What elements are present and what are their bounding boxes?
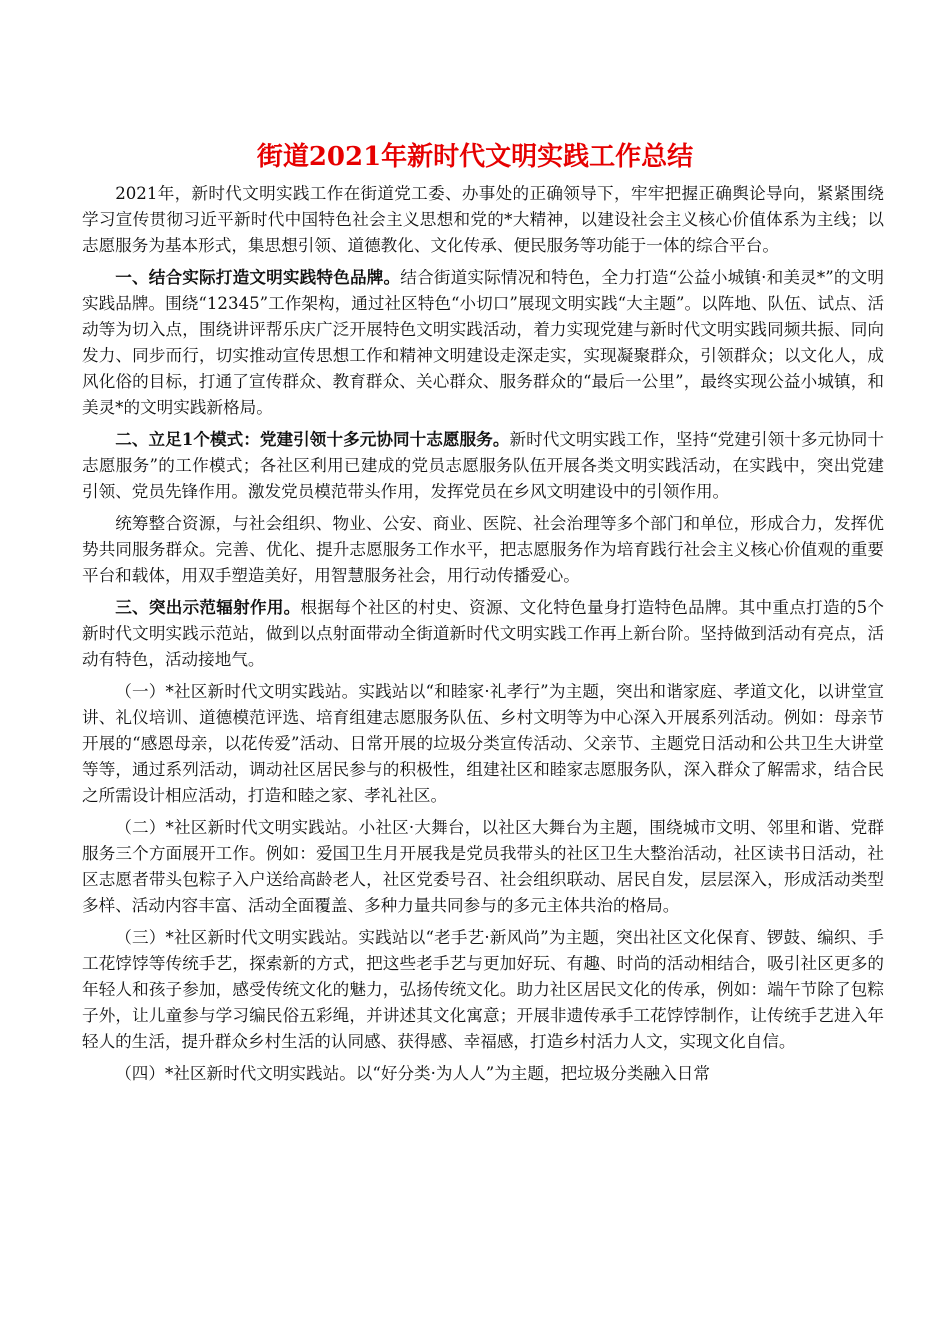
paragraph-station-1: [82, 678, 884, 809]
paragraph-station-4: [82, 1060, 884, 1087]
paragraph-text: （二）*社区新时代文明实践站。小社区·大舞台，以社区大舞台为主题，围绕城市文明、邻里和谐、党群服务三个方面展开工作。例如：爱国卫生月开展我是党员我带头的社区卫生大整治活动，社区读书日活动，社区志愿者带头包粽子入户送给高龄老人，社区党委号召、社会组织联动、居民自发，层层深入，形成活动类型多样、活动内容丰富、活动全面覆盖、多种力量共同参与的多元主体共治的格局。: [82, 818, 884, 915]
paragraph-text: （三）*社区新时代文明实践站。实践站以“老手艺·新风尚”为主题，突出社区文化保育、锣鼓、编织、手工花饽饽等传统手艺，探索新的方式，把这些老手艺与更加好玩、有趣、时尚的活动相结合，吸引社区更多的年轻人和孩子参加，感受传统文化的魅力，弘扬传统文化。助力社区居民文化的传承，例如：端午节除了包粽子外，让儿童参与学习编民俗五彩绳，并讲述其文化寓意；开展非遗传承手工花饽饽制作，让传统手艺进入年轻人的生活，提升群众乡村生活的认同感、获得感、幸福感，打造乡村活力人文，实现文化自信。: [82, 928, 884, 1051]
paragraph-section-1: [82, 264, 884, 421]
document-body: [82, 180, 884, 1092]
paragraph-text: 新时代文明实践工作，坚持“党建引领十多元协同十志愿服务”的工作模式；各社区利用已建成的党员志愿服务队伍开展各类文明实践活动，在实践中，突出党建引领、党员先锋作用。激发党员模范带头作用，发挥党员在乡风文明建设中的引领作用。: [82, 430, 884, 501]
paragraph-text: 根据每个社区的村史、资源、文化特色量身打造特色品牌。其中重点打造的5个新时代文明实践示范站，做到以点射面带动全街道新时代文明实践工作再上新台阶。坚持做到活动有亮点，活动有特色，活动接地气。: [82, 598, 885, 669]
paragraph-intro: [82, 180, 884, 259]
paragraph-text: （四）*社区新时代文明实践站。以“好分类·为人人”为主题，把垃圾分类融入日常: [115, 1064, 710, 1083]
paragraph-text: 结合街道实际情况和特色，全力打造“公益小城镇·和美灵*”的文明实践品牌。围绕“12345”工作架构，通过社区特色“小切口”展现文明实践“大主题”。以阵地、队伍、试点、活动等为切入点，围绕讲评帮乐庆广泛开展特色文明实践活动，着力实现党建与新时代文明实践同频共振、同向发力、同步而行，切实推动宣传思想工作和精神文明建设走深走实，实现凝聚群众，引领群众；以文化人，成风化俗的目标，打通了宣传群众、教育群众、关心群众、服务群众的“最后一公里”，最终实现公益小城镇，和美灵*的文明实践新格局。: [82, 268, 884, 417]
paragraph-text: （一）*社区新时代文明实践站。实践站以“和睦家·礼孝行”为主题，突出和谐家庭、孝道文化，以讲堂宣讲、礼仪培训、道德模范评选、培育组建志愿服务队伍、乡村文明等为中心深入开展系列活动。例如：母亲节开展的“感恩母亲，以花传爱”活动、日常开展的垃圾分类宣传活动、父亲节、主题党日活动和公共卫生大讲堂等等，通过系列活动，调动社区居民参与的积极性，组建社区和睦家志愿服务队，深入群众了解需求，结合民之所需设计相应活动，打造和睦之家、孝礼社区。: [82, 682, 884, 805]
paragraph-text: 统筹整合资源，与社会组织、物业、公安、商业、医院、社会治理等多个部门和单位，形成合力，发挥优势共同服务群众。完善、优化、提升志愿服务工作水平，把志愿服务作为培育践行社会主义核心价值观的重要平台和载体，用双手塑造美好，用智慧服务社会，用行动传播爱心。: [82, 514, 884, 585]
section-heading: 一、结合实际打造文明实践特色品牌。: [115, 267, 401, 287]
section-heading: 三、突出示范辐射作用。: [115, 597, 301, 617]
document-title: 街道2021年新时代文明实践工作总结: [256, 142, 694, 172]
paragraph-section-3: [82, 594, 884, 673]
paragraph-resources: [82, 510, 884, 589]
paragraph-station-2: [82, 814, 884, 919]
paragraph-station-3: [82, 924, 884, 1055]
paragraph-section-2: [82, 426, 884, 505]
paragraph-text: 2021年，新时代文明实践工作在街道党工委、办事处的正确领导下，牢牢把握正确舆论导向，紧紧围绕学习宣传贯彻习近平新时代中国特色社会主义思想和党的*大精神，以建设社会主义核心价值体系为主线；以志愿服务为基本形式，集思想引领、道德教化、文化传承、便民服务等功能于一体的综合平台。: [82, 184, 884, 255]
section-heading: 二、立足1个模式：党建引领十多元协同十志愿服务。: [115, 429, 510, 449]
